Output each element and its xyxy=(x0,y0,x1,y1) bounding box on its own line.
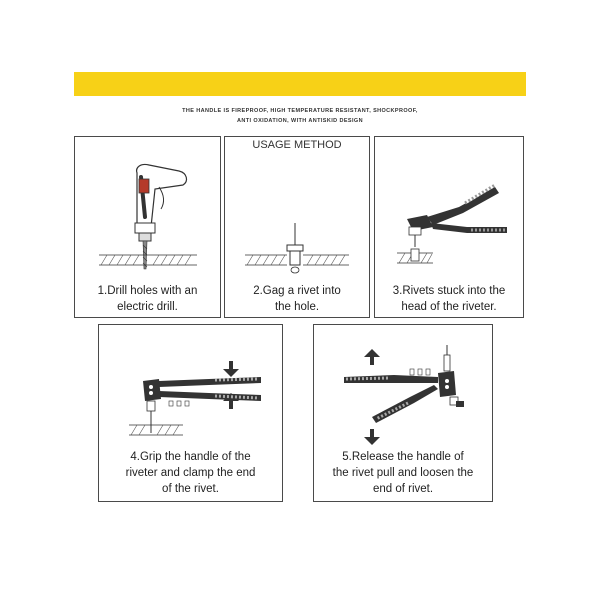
arrow-down-icon xyxy=(364,429,380,445)
arrow-down-icon xyxy=(223,361,239,377)
step-3-panel xyxy=(374,136,524,318)
usage-method-heading: USAGE METHOD xyxy=(252,139,342,151)
step-4-caption-line-1: 4.Grip the handle of the xyxy=(130,451,251,463)
step-1-caption-line-1: 1.Drill holes with an xyxy=(97,285,198,297)
step-2-caption-line-2: the hole. xyxy=(274,301,320,313)
step-3-caption-line-2: head of the riveter. xyxy=(401,301,497,313)
arrow-up-icon xyxy=(364,349,380,365)
step-5-panel xyxy=(313,324,493,502)
step-3-caption-line-1: 3.Rivets stuck into the xyxy=(392,285,506,297)
subtitle-line-2: ANTI OXIDATION, WITH ANTISKID DESIGN xyxy=(237,118,363,124)
step-2-caption-line-1: 2.Gag a rivet into xyxy=(253,285,341,297)
step-1-panel xyxy=(74,136,221,318)
step-4-caption-line-3: of the rivet. xyxy=(162,483,219,495)
step-4-panel xyxy=(98,324,283,502)
step-1-caption-line-2: electric drill. xyxy=(117,301,178,313)
step-5-caption-line-1: 5.Release the handle of xyxy=(342,451,464,463)
subtitle xyxy=(150,106,450,126)
step-5-caption-line-3: end of rivet. xyxy=(372,483,434,495)
header-banner xyxy=(74,72,526,96)
step-2-panel xyxy=(224,136,370,318)
step-4-caption-line-2: riveter and clamp the end xyxy=(125,467,256,479)
step-5-caption-line-2: the rivet pull and loosen the xyxy=(332,467,474,479)
subtitle-line-1: THE HANDLE IS FIREPROOF, HIGH TEMPERATURE RESISTANT, SHOCKPROOF, xyxy=(182,108,418,114)
